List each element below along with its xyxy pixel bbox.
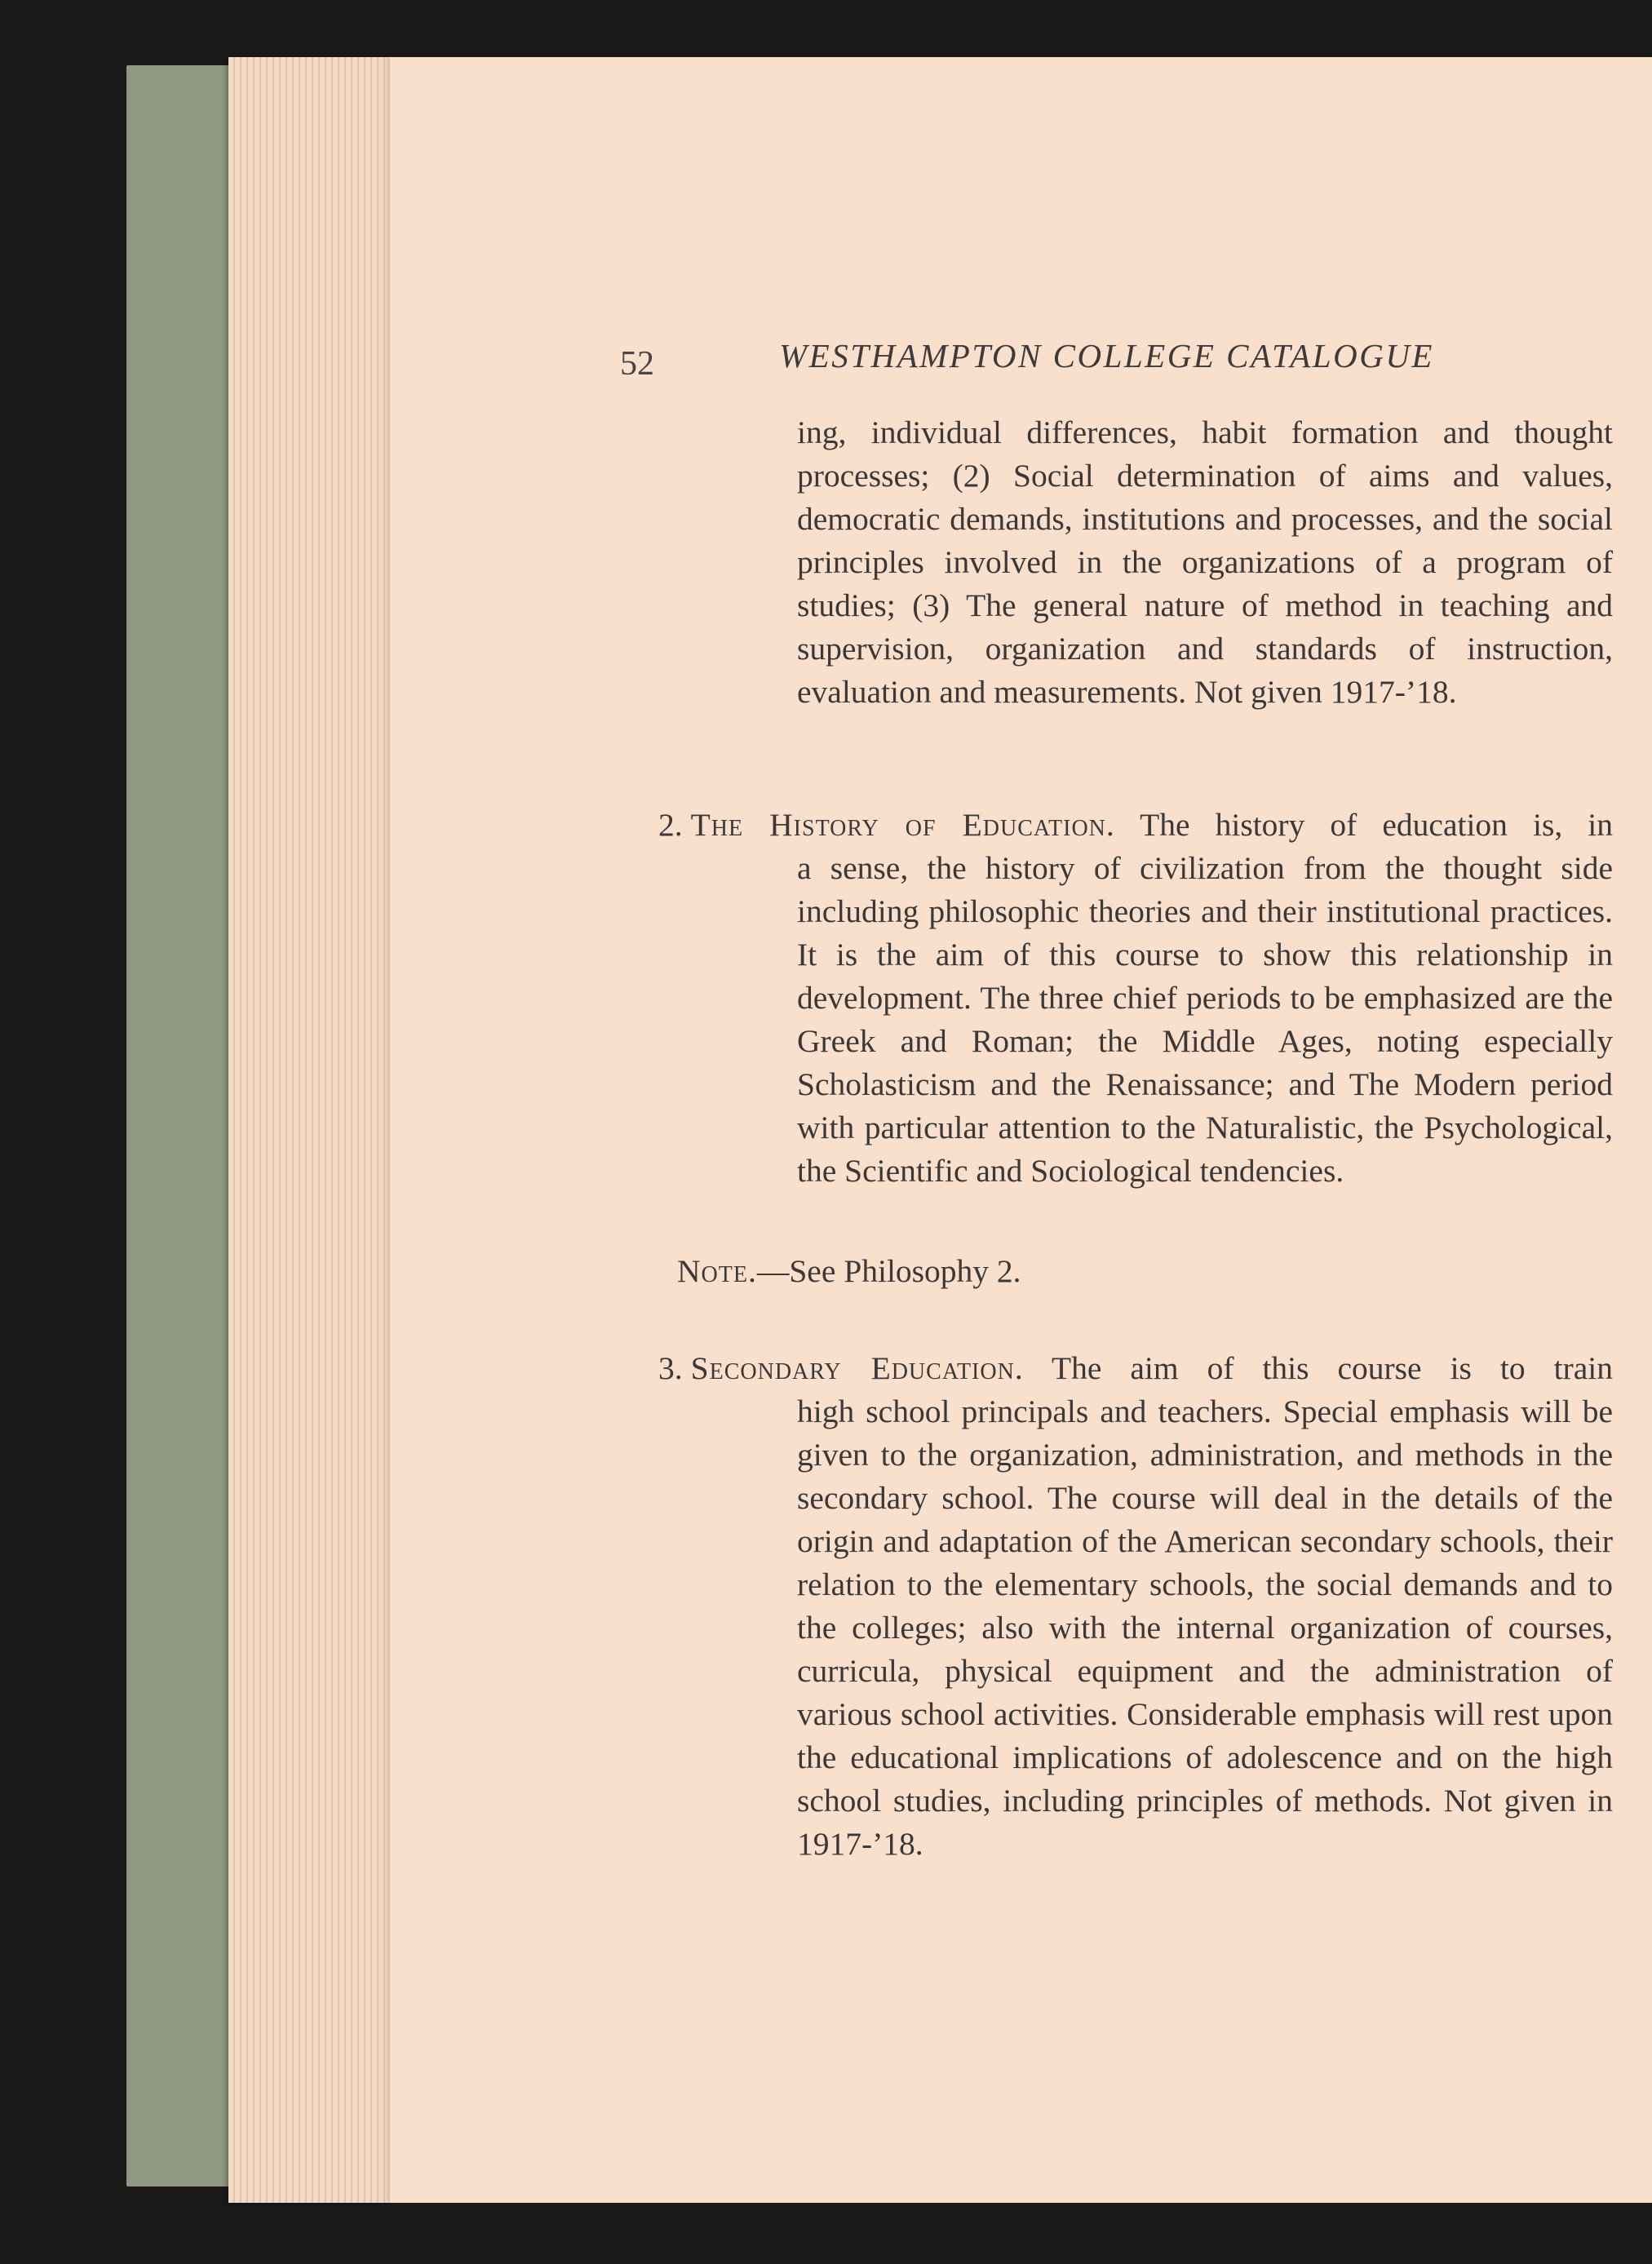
note <box>677 1252 1021 1290</box>
course-number: 3. <box>658 1350 683 1386</box>
course-lead-line <box>658 1347 1613 1390</box>
course-number: 2. <box>658 807 683 843</box>
course-title: Secondary Education. <box>690 1350 1024 1386</box>
course-title: The History of Education. <box>690 807 1115 843</box>
course-description: a sense, the history of civilization from the thought side including philosophic theories and their institutional practices. It is the aim of this course to show this relationship in development. The three chief periods to be emphasized are the Greek and Roman; the Middle Ages, noting especially Scholasticism and the Renaissance; and The Modern period with particular attention to the Naturalistic, the Psychological, the Scientific and Sociological tendencies. <box>797 850 1613 1189</box>
page-number: 52 <box>620 345 654 383</box>
note-text: —See Philosophy 2. <box>756 1253 1021 1289</box>
course-lead-text: The aim of this course is to train <box>1051 1350 1613 1386</box>
continued-paragraph: ing, individual differences, habit formation and thought processes; (2) Social determination of aims and values, democratic demands, institutions and processes, and the social principles involved in the organizations of a program of studies; (3) The general nature of method in teaching and supervision, organization and standards of instruction, evaluation and measurements. Not given 1917-’18. <box>797 414 1613 710</box>
course-lead-line <box>658 804 1613 847</box>
course-description: high school principals and teachers. Special emphasis will be given to the organization, administration, and methods in the secondary school. The course will deal in the details of the origin and adaptation of the American secondary schools, their relation to the elementary schools, the social demands and to the colleges; also with the internal organization of courses, curricula, physical equipment and the administration of various school activities. Considerable emphasis will rest upon the educational implications of adolescence and on the high school studies, including principles of methods. Not given in 1917-’18. <box>797 1393 1613 1862</box>
running-title: WESTHAMPTON COLLEGE CATALOGUE <box>779 337 1434 374</box>
note-label: Note. <box>677 1253 757 1289</box>
course-history-of-education <box>658 804 1613 1193</box>
course-secondary-education <box>658 1347 1613 1866</box>
course-lead-text: The history of education is, in <box>1140 807 1613 843</box>
